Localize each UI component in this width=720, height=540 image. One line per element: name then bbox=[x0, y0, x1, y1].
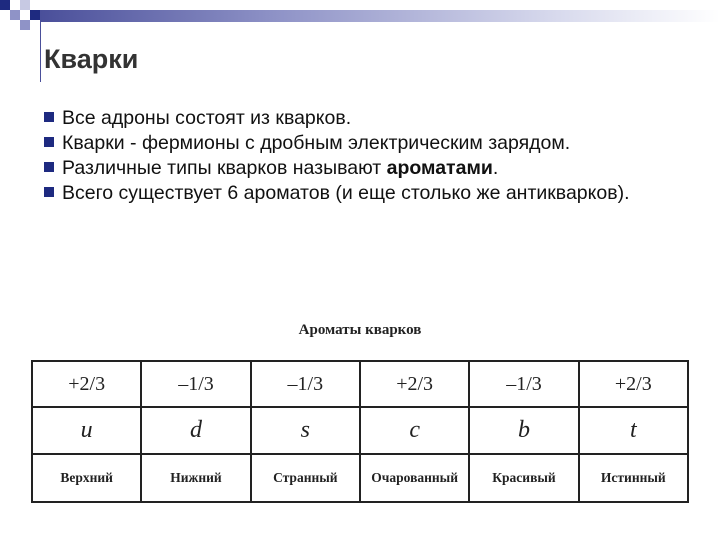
name-cell: Очарованный bbox=[360, 454, 469, 502]
header-decoration bbox=[0, 0, 720, 40]
bullet-square-icon bbox=[44, 112, 54, 122]
deco-square-4 bbox=[30, 10, 40, 20]
symbol-cell: b bbox=[469, 407, 578, 454]
name-cell: Верхний bbox=[32, 454, 141, 502]
charge-cell: –1/3 bbox=[141, 361, 250, 407]
bullet-square-icon bbox=[44, 162, 54, 172]
header-gradient-bar bbox=[40, 10, 720, 22]
bullet-text: Всего существует 6 ароматов (и еще столько же антикварков). bbox=[62, 182, 630, 204]
quark-flavors-table bbox=[31, 360, 689, 503]
slide-title: Кварки bbox=[44, 44, 139, 74]
bullet-item-4 bbox=[44, 181, 664, 206]
bullet-square-icon bbox=[44, 187, 54, 197]
symbol-cell: t bbox=[579, 407, 688, 454]
table-row-names bbox=[32, 454, 688, 502]
charge-cell: +2/3 bbox=[32, 361, 141, 407]
symbol-cell: d bbox=[141, 407, 250, 454]
symbol-cell: c bbox=[360, 407, 469, 454]
table-row-charges bbox=[32, 361, 688, 407]
bullet-text: . bbox=[492, 157, 499, 179]
name-cell: Красивый bbox=[469, 454, 578, 502]
header-vertical-rule bbox=[40, 22, 41, 82]
deco-square-2 bbox=[10, 10, 20, 20]
bullet-emphasis: ароматами bbox=[386, 157, 493, 179]
name-cell: Нижний bbox=[141, 454, 250, 502]
bullet-list bbox=[44, 106, 664, 206]
name-cell: Странный bbox=[251, 454, 360, 502]
bullet-text: Все адроны состоят из кварков. bbox=[62, 107, 352, 129]
bullet-item-1 bbox=[44, 106, 664, 131]
symbol-cell: s bbox=[251, 407, 360, 454]
deco-square-5 bbox=[20, 20, 30, 30]
charge-cell: +2/3 bbox=[360, 361, 469, 407]
bullet-square-icon bbox=[44, 137, 54, 147]
symbol-cell: u bbox=[32, 407, 141, 454]
bullet-text: Кварки - фермионы с дробным электрическим зарядом. bbox=[62, 132, 571, 154]
deco-square-3 bbox=[20, 0, 30, 10]
table-row-symbols bbox=[32, 407, 688, 454]
deco-square-1 bbox=[0, 0, 10, 10]
bullet-item-3 bbox=[44, 156, 664, 181]
charge-cell: –1/3 bbox=[469, 361, 578, 407]
table-caption: Ароматы кварков bbox=[298, 322, 422, 338]
bullet-text: Различные типы кварков называют bbox=[62, 157, 387, 179]
name-cell: Истинный bbox=[579, 454, 688, 502]
bullet-item-2 bbox=[44, 131, 664, 156]
charge-cell: –1/3 bbox=[251, 361, 360, 407]
charge-cell: +2/3 bbox=[579, 361, 688, 407]
